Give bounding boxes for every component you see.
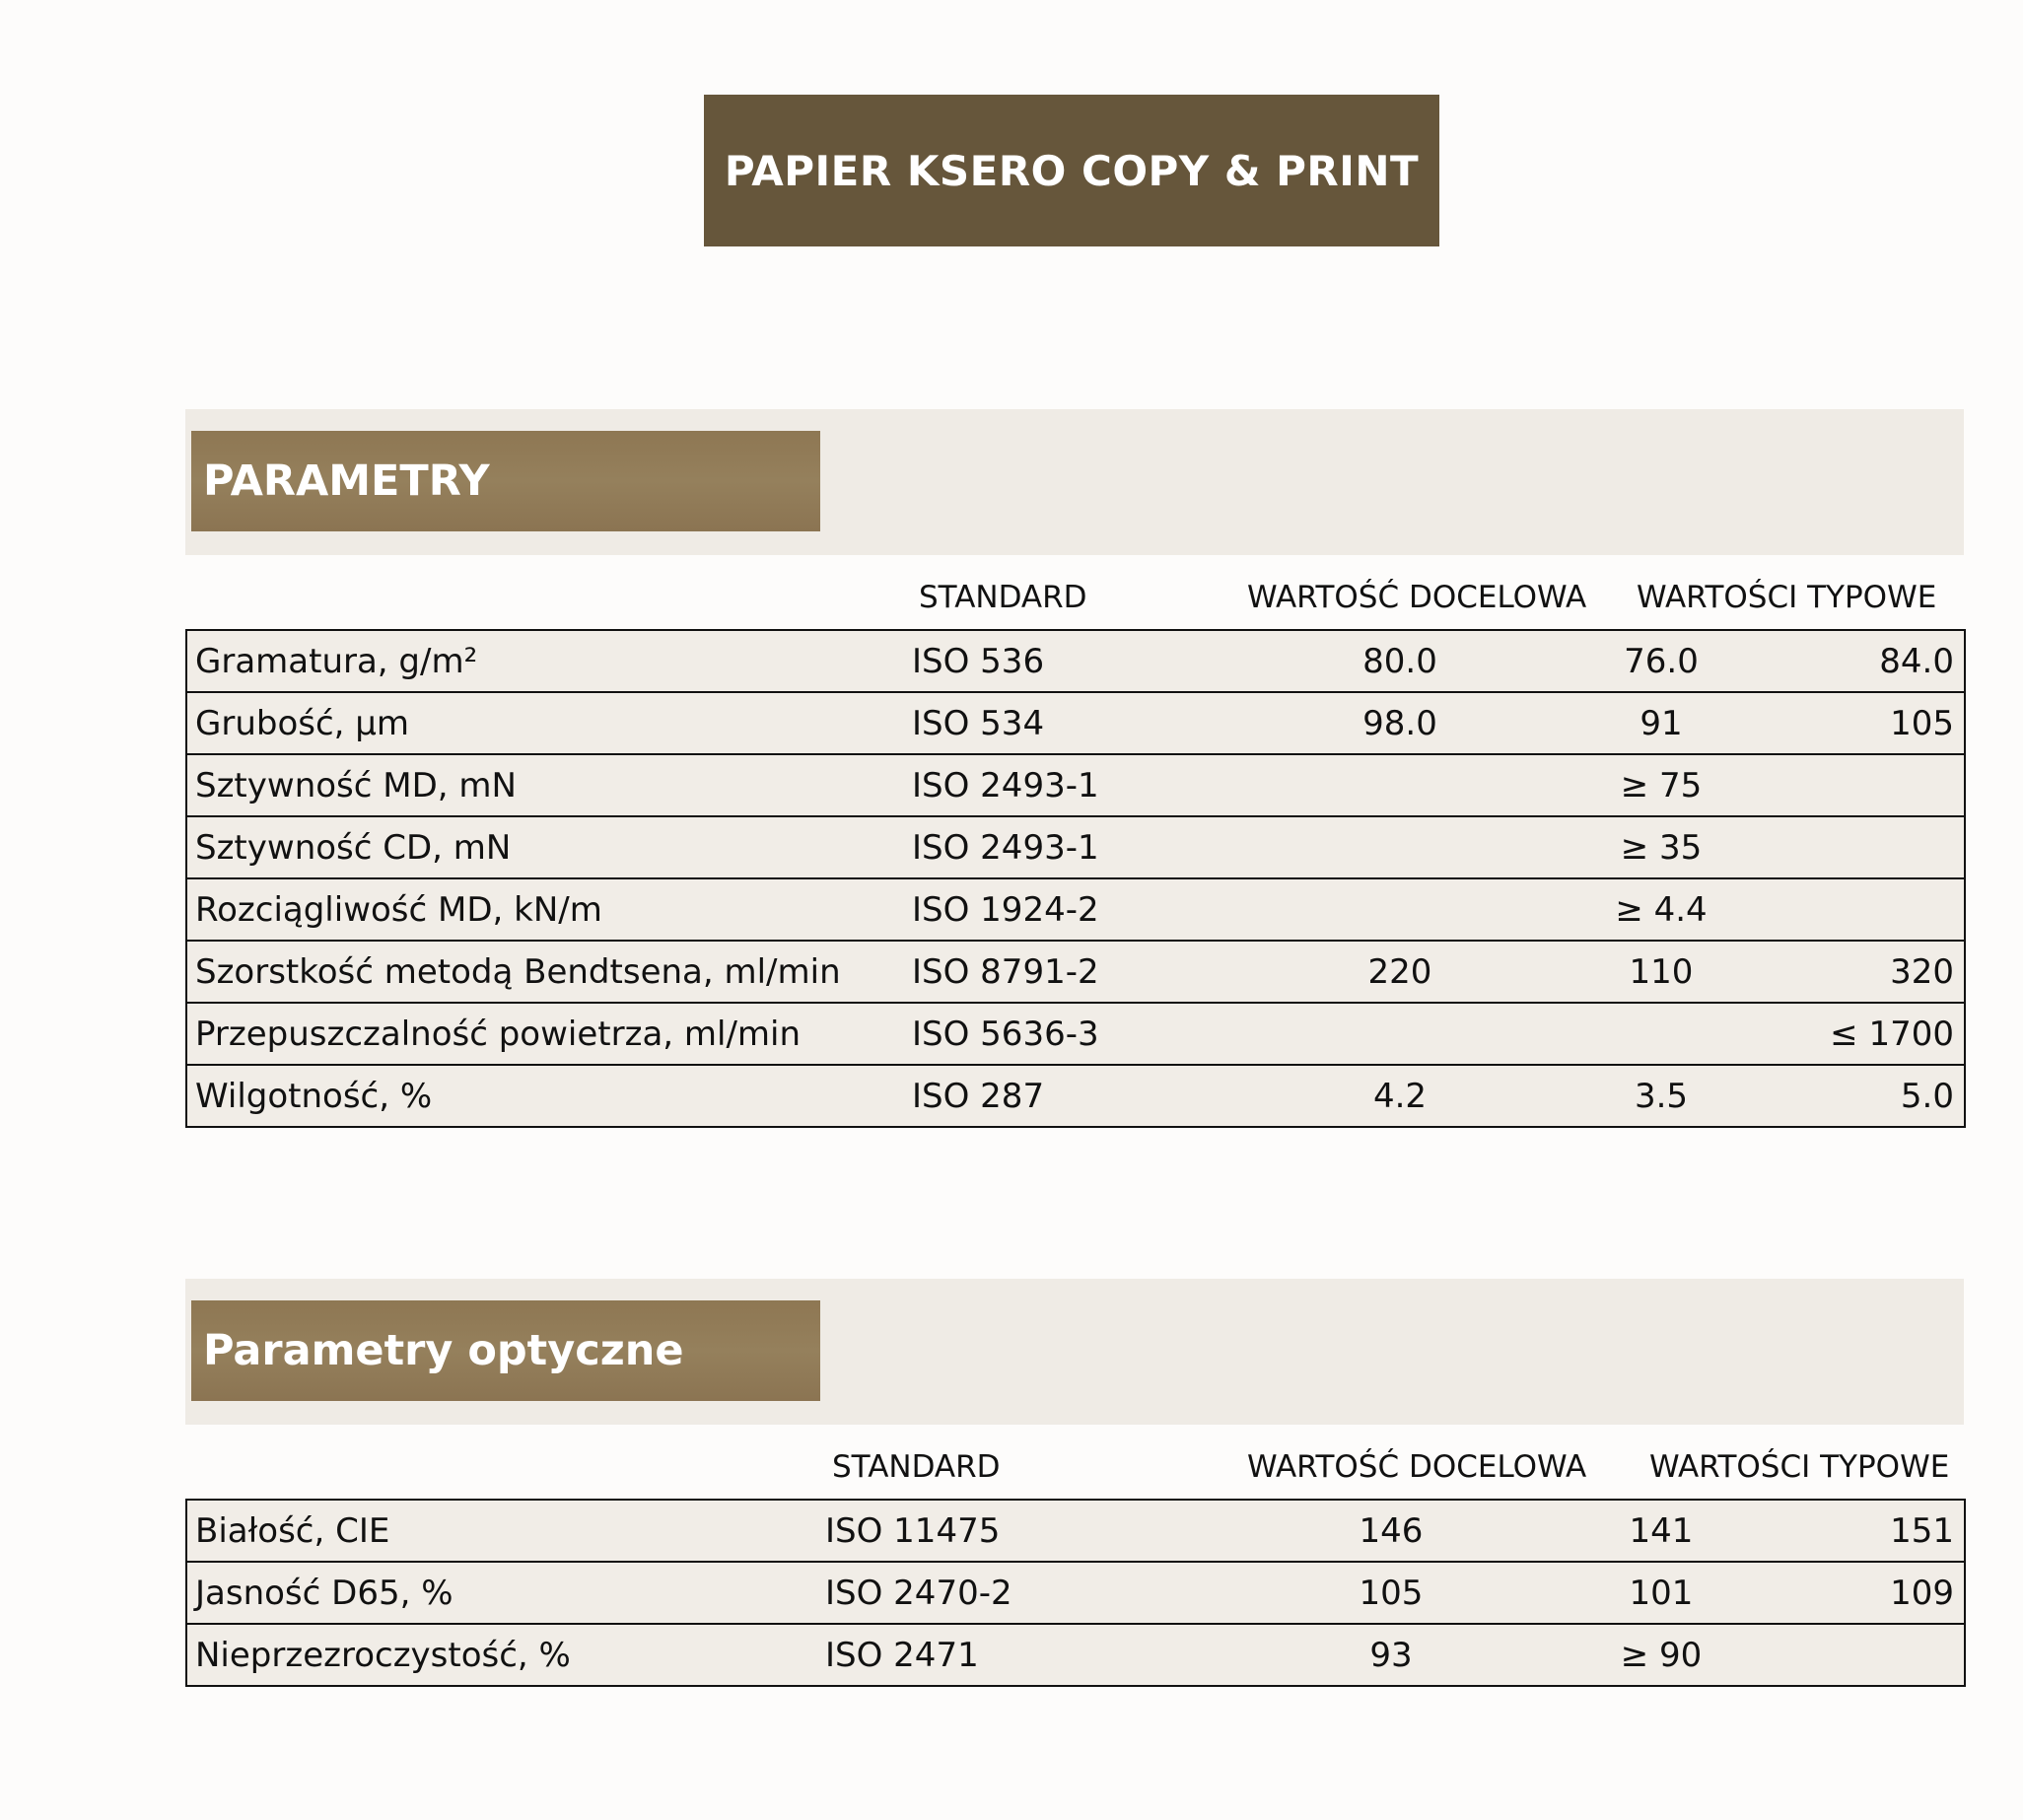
table-row — [186, 630, 1965, 692]
param-target: 93 — [1369, 1635, 1413, 1675]
param-typ-min: ≥ 35 — [1563, 816, 1760, 878]
section-heading: PARAMETRY — [203, 456, 490, 506]
column-header-standard: STANDARD — [919, 580, 1087, 615]
param-name: Przepuszczalność powietrza, ml/min — [186, 1003, 912, 1065]
param-typ-min: ≥ 90 — [1620, 1635, 1703, 1675]
table-row — [186, 754, 1965, 816]
section-band-optical — [185, 1279, 1964, 1425]
param-typ-min — [1563, 1003, 1760, 1065]
param-typ-max: 109 — [1760, 1562, 1965, 1624]
param-typ-max: 320 — [1760, 941, 1965, 1003]
column-header-target: WARTOŚĆ DOCELOWA — [1247, 580, 1587, 615]
param-name: Nieprzezroczystość, % — [195, 1635, 571, 1675]
param-name: Białość, CIE — [186, 1500, 825, 1562]
param-standard: ISO 287 — [912, 1076, 1045, 1116]
param-name: Sztywność MD, mN — [186, 754, 912, 816]
param-typ-max: 105 — [1760, 692, 1965, 754]
param-name: Gramatura, g/m² — [186, 630, 912, 692]
param-name: Rozciągliwość MD, kN/m — [186, 878, 912, 941]
param-target — [1237, 816, 1563, 878]
section-heading-box — [191, 431, 820, 531]
param-standard: ISO 536 — [912, 630, 1237, 692]
param-target: 220 — [1237, 941, 1563, 1003]
table-row — [186, 878, 1965, 941]
param-standard: ISO 2493-1 — [912, 816, 1237, 878]
table-row — [186, 1003, 1965, 1065]
param-typ-max — [1760, 754, 1965, 816]
param-typ-min: ≥ 4.4 — [1563, 878, 1760, 941]
document-title-box — [704, 95, 1439, 246]
param-typ-min: 3.5 — [1634, 1076, 1689, 1116]
param-typ-min: 110 — [1563, 941, 1760, 1003]
param-standard: ISO 2470-2 — [825, 1562, 1220, 1624]
param-typ-max — [1760, 1624, 1965, 1686]
param-standard: ISO 534 — [912, 692, 1237, 754]
param-target: 98.0 — [1237, 692, 1563, 754]
section-heading-box — [191, 1300, 820, 1401]
table-row — [186, 1500, 1965, 1562]
param-standard: ISO 2493-1 — [912, 754, 1237, 816]
table-row — [186, 816, 1965, 878]
param-standard: ISO 8791-2 — [912, 941, 1237, 1003]
param-typ-max: ≤ 1700 — [1760, 1003, 1965, 1065]
table-row — [186, 941, 1965, 1003]
param-name: Wilgotność, % — [195, 1076, 433, 1116]
param-standard: ISO 1924-2 — [912, 878, 1237, 941]
optical-parameters-table — [185, 1499, 1966, 1687]
param-standard: ISO 2471 — [825, 1635, 979, 1675]
param-name: Szorstkość metodą Bendtsena, ml/min — [186, 941, 912, 1003]
param-typ-min: 141 — [1563, 1500, 1760, 1562]
document-title: PAPIER KSERO COPY & PRINT — [724, 146, 1420, 195]
param-typ-min: 101 — [1563, 1562, 1760, 1624]
param-typ-max — [1760, 878, 1965, 941]
column-header-typical: WARTOŚCI TYPOWE — [1637, 580, 1937, 615]
column-header-typical: WARTOŚCI TYPOWE — [1649, 1449, 1950, 1485]
param-typ-max: 5.0 — [1900, 1076, 1954, 1116]
table-row — [186, 1562, 1965, 1624]
table-row — [186, 692, 1965, 754]
param-typ-min: 76.0 — [1563, 630, 1760, 692]
param-target — [1237, 878, 1563, 941]
param-target — [1237, 1003, 1563, 1065]
param-target: 105 — [1220, 1562, 1563, 1624]
column-header-target: WARTOŚĆ DOCELOWA — [1247, 1449, 1587, 1485]
param-typ-max: 84.0 — [1760, 630, 1965, 692]
param-typ-min: 91 — [1563, 692, 1760, 754]
parameters-table — [185, 629, 1966, 1128]
param-name: Grubość, µm — [186, 692, 912, 754]
param-target: 146 — [1220, 1500, 1563, 1562]
param-target — [1237, 754, 1563, 816]
section-band-parametry — [185, 409, 1964, 555]
param-name: Sztywność CD, mN — [186, 816, 912, 878]
table-row — [186, 1624, 1965, 1686]
param-typ-max — [1760, 816, 1965, 878]
column-header-standard: STANDARD — [832, 1449, 1001, 1485]
param-target: 4.2 — [1372, 1076, 1428, 1116]
param-name: Jasność D65, % — [186, 1562, 825, 1624]
table-row — [186, 1065, 1965, 1127]
param-typ-max: 151 — [1760, 1500, 1965, 1562]
param-typ-min: ≥ 75 — [1563, 754, 1760, 816]
param-target: 80.0 — [1237, 630, 1563, 692]
param-standard: ISO 11475 — [825, 1500, 1220, 1562]
param-standard: ISO 5636-3 — [912, 1003, 1237, 1065]
section-heading: Parametry optyczne — [203, 1326, 684, 1375]
